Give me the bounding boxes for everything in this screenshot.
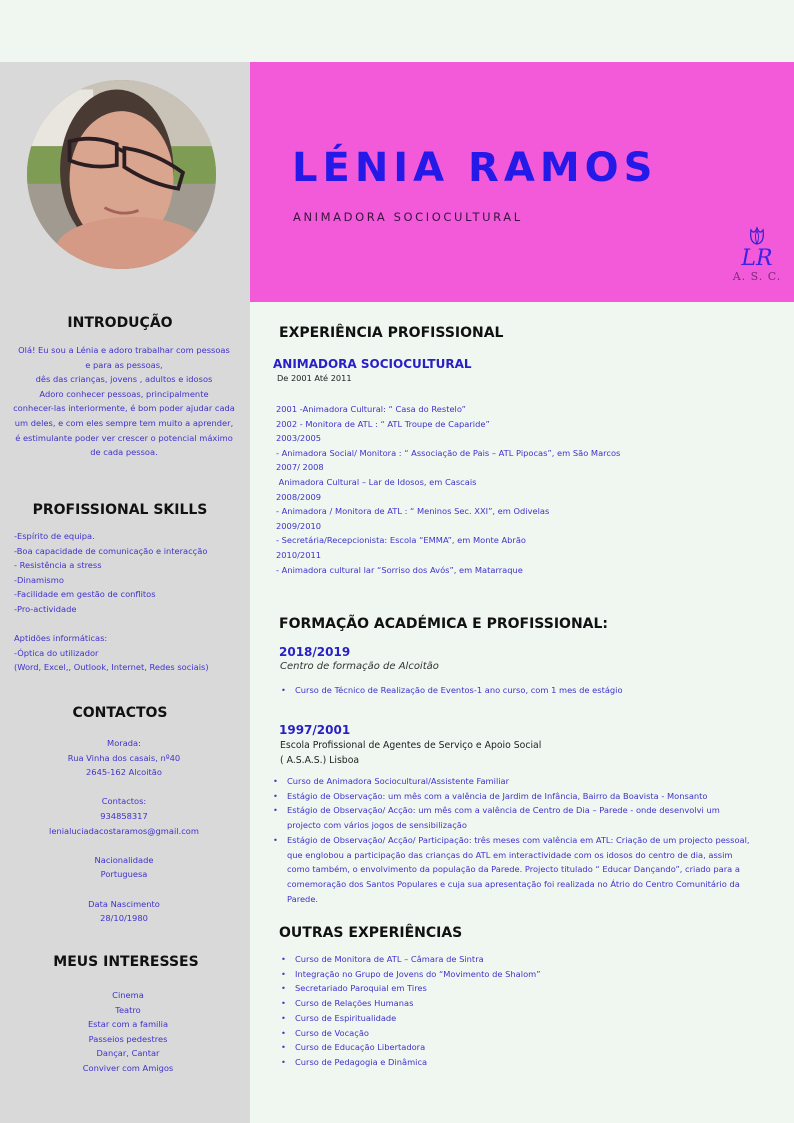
- education-item: • Curso de Técnico de Realização de Eventos-1 ano curso, com 1 mes de estágio: [281, 683, 761, 698]
- birth-date-label: Data Nascimento: [88, 898, 160, 909]
- contacts-heading: CONTACTOS: [72, 705, 168, 721]
- candidate-role: ANIMADORA SOCIOCULTURAL: [293, 210, 523, 224]
- experience-line: 2002 - Monitora de ATL : “ ATL Troupe de Caparide”: [276, 418, 490, 429]
- logo-initials: A. S. C.: [732, 270, 782, 283]
- other-experience-item: • Integração no Grupo de Jovens do “Movimento de Shalom”: [281, 967, 751, 982]
- intro-line: Adoro conhecer pessoas, principalmente: [39, 388, 209, 399]
- education-institution: [280, 738, 680, 768]
- skills-list: [14, 529, 248, 675]
- skill-item: -Pro-actividade: [14, 603, 77, 614]
- experience-line: 2007/ 2008: [276, 462, 324, 473]
- nationality-value: Portuguesa: [100, 869, 148, 880]
- interests-list: [4, 988, 252, 1076]
- address-line: 2645-162 Alcoitão: [86, 767, 162, 778]
- job-title: ANIMADORA SOCIOCULTURAL: [273, 357, 472, 371]
- experience-line: 2008/2009: [276, 491, 322, 502]
- intro-line: dês das crianças, jovens , adultos e idosos: [35, 374, 213, 385]
- intro-line: conhecer-las interiormente, é bom poder ajudar cada: [13, 403, 235, 414]
- education-item: • Estágio de Observação/ Acção/ Participação: três meses com valência em ATL: Criação de um projecto pessoal, que englobou a participação das crianças do ATL em interactividade com os idosos do centro de dia, assim como também, o envolvimento da população da Parede. Projecto titulado “ Educar Dançando”, criado para a comemoração dos Santos Populares e cuja sua apresentação foi realizada no Átrio do Centro Comunitário da Parede.: [273, 833, 751, 907]
- interest-item: Teatro: [115, 1004, 141, 1015]
- institution-line: Escola Profissional de Agentes de Serviço e Apoio Social: [280, 740, 542, 751]
- skill-item: -Boa capacidade de comunicação e interacção: [14, 545, 208, 556]
- other-experience-list: [281, 952, 751, 1070]
- logo: [728, 226, 786, 300]
- other-experience-item: • Curso de Educação Libertadora: [281, 1040, 751, 1055]
- experience-line: - Animadora cultural lar “Sorriso dos Avós”, em Matarraque: [276, 564, 523, 575]
- address-label: Morada:: [107, 738, 141, 748]
- experience-line: 2009/2010: [276, 520, 322, 531]
- it-skills-label: Aptidões informáticas:: [14, 633, 108, 644]
- other-experience-item: • Secretariado Paroquial em Tires: [281, 981, 751, 996]
- birth-date-value: 28/10/1980: [100, 913, 148, 924]
- phone-number[interactable]: 934858317: [100, 810, 148, 821]
- other-experience-item: • Curso de Espiritualidade: [281, 1011, 751, 1026]
- it-skill-item: -Óptica do utilizador: [14, 647, 99, 658]
- nationality-label: Nacionalidade: [94, 854, 154, 865]
- experience-list: [276, 402, 776, 577]
- institution-line: ( A.S.A.S.) Lisboa: [280, 755, 360, 766]
- tulip-icon: [747, 226, 767, 246]
- experience-line: 2010/2011: [276, 549, 322, 560]
- intro-line: de cada pessoa.: [90, 447, 158, 458]
- contacts-label: Contactos:: [101, 796, 147, 807]
- skills-heading: PROFISSIONAL SKILLS: [32, 502, 208, 518]
- experience-line: - Animadora / Monitora de ATL : “ Meninos Sec. XXI”, em Odivelas: [276, 506, 550, 517]
- job-dates: De 2001 Até 2011: [277, 373, 352, 383]
- interest-item: Conviver com Amigos: [82, 1062, 174, 1073]
- education-year: 2018/2019: [279, 645, 351, 659]
- experience-line: 2001 -Animadora Cultural: “ Casa do Restelo”: [276, 404, 466, 414]
- education-item: • Estágio de Observação/ Acção: um mês com a valência de Centro de Dia – Parede - onde desenvolvi um projecto com vários jogos de sensibilização: [273, 803, 751, 832]
- skill-item: -Espírito de equipa.: [14, 531, 95, 541]
- education-item: • Curso de Animadora Sociocultural/Assistente Familiar: [273, 774, 751, 789]
- education-year: 1997/2001: [279, 723, 351, 737]
- intro-line: Olá! Eu sou a Lénia e adoro trabalhar com pessoas: [18, 345, 230, 355]
- interest-item: Passeios pedestres: [88, 1033, 168, 1044]
- address-line: Rua Vinha dos casais, nº40: [67, 752, 181, 763]
- intro-line: é estimulante poder ver crescer o potencial máximo: [15, 432, 233, 443]
- intro-heading: INTRODUÇÃO: [67, 315, 173, 331]
- skill-item: - Resistência a stress: [14, 560, 102, 571]
- contacts-block: [0, 736, 248, 926]
- education-item: • Estágio de Observação: um mês com a valência de Jardim de Infância, Bairro da Boavista - Monsanto: [273, 789, 751, 804]
- experience-heading: EXPERIÊNCIA PROFISSIONAL: [279, 325, 504, 341]
- intro-text: [0, 343, 248, 460]
- other-experience-item: • Curso de Relações Humanas: [281, 996, 751, 1011]
- education-items: [281, 683, 761, 698]
- profile-photo: [27, 80, 216, 269]
- education-institution: Centro de formação de Alcoitão: [280, 661, 439, 672]
- skill-item: -Dinamismo: [14, 574, 64, 585]
- interest-item: Dançar, Cantar: [96, 1048, 160, 1059]
- candidate-name: LÉNIA RAMOS: [292, 145, 658, 191]
- interests-heading: MEUS INTERESSES: [53, 954, 199, 970]
- experience-line: - Secretária/Recepcionista: Escola “EMMA”, em Monte Abrão: [276, 535, 526, 546]
- experience-line: 2003/2005: [276, 433, 322, 444]
- intro-line: e para as pessoas,: [85, 359, 163, 370]
- other-experience-item: • Curso de Monitora de ATL – Câmara de Sintra: [281, 952, 751, 967]
- other-experience-heading: OUTRAS EXPERIÊNCIAS: [279, 925, 463, 941]
- experience-line: Animadora Cultural – Lar de Idosos, em Cascais: [276, 476, 477, 487]
- intro-line: um deles, e com eles sempre tem muito a aprender,: [14, 417, 234, 428]
- it-skill-item: (Word, Excel,, Outlook, Internet, Redes sociais): [14, 662, 209, 673]
- profile-photo-illustration: [27, 80, 216, 269]
- interest-item: Estar com a familia: [87, 1019, 169, 1030]
- education-heading: FORMAÇÃO ACADÉMICA E PROFISSIONAL:: [279, 616, 609, 632]
- experience-line: - Animadora Social/ Monitora : “ Associação de Pais – ATL Pipocas”, em São Marcos: [276, 447, 621, 458]
- other-experience-item: • Curso de Vocação: [281, 1026, 751, 1041]
- other-experience-item: • Curso de Pedagogia e Dinâmica: [281, 1055, 751, 1070]
- email-address[interactable]: lenialuciadacostaramos@gmail.com: [49, 825, 199, 836]
- skill-item: -Facilidade em gestão de conflitos: [14, 589, 156, 600]
- logo-monogram: LR: [741, 246, 773, 271]
- education-items: [273, 774, 751, 906]
- interest-item: Cinema: [112, 990, 144, 1000]
